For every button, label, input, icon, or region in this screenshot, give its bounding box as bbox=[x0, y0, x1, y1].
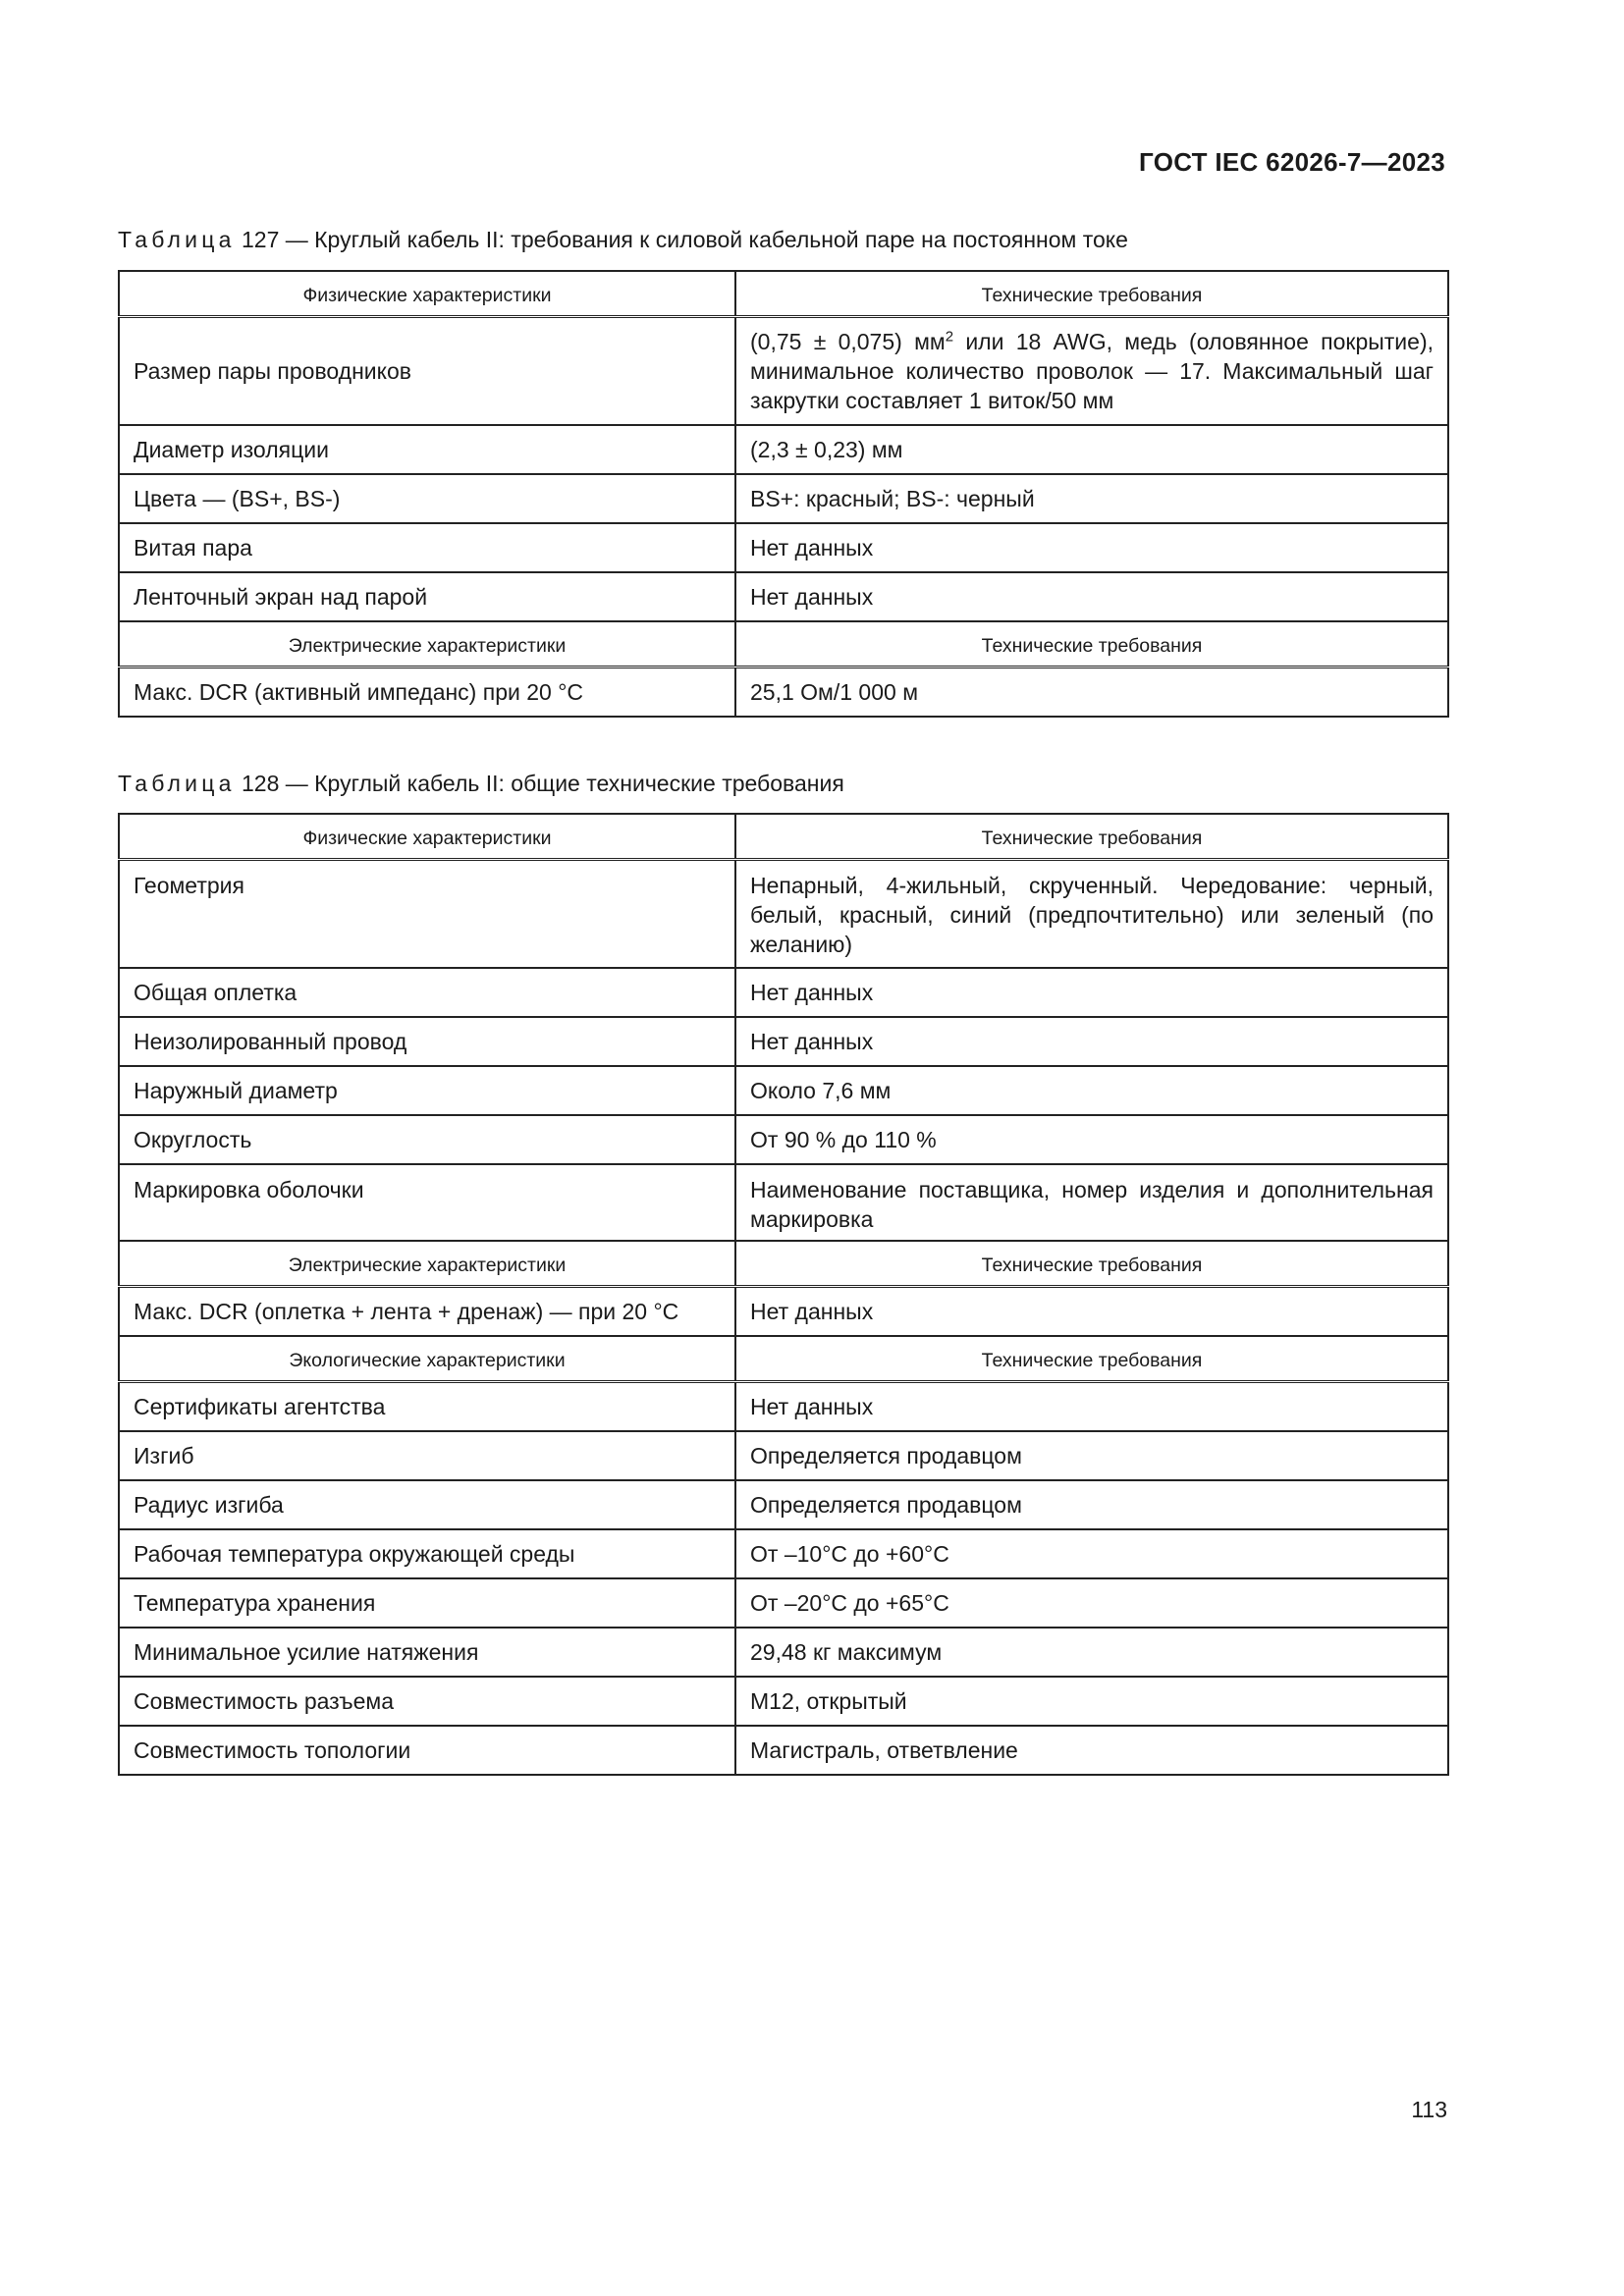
table-row bbox=[119, 1066, 1448, 1115]
row-value: Нет данных bbox=[735, 1381, 1448, 1431]
row-value: Нет данных bbox=[735, 572, 1448, 621]
table-row bbox=[119, 1017, 1448, 1066]
electrical-characteristics-header: Электрические характеристики bbox=[119, 1241, 735, 1287]
row-label: Совместимость топологии bbox=[119, 1726, 735, 1775]
table-row bbox=[119, 317, 1448, 425]
row-label: Ленточный экран над парой bbox=[119, 572, 735, 621]
table-128-caption-text: 128 — Круглый кабель II: общие технические требования bbox=[235, 771, 844, 796]
superscript: 2 bbox=[945, 328, 954, 346]
table-127-caption-text: 127 — Круглый кабель II: требования к силовой кабельной паре на постоянном токе bbox=[235, 227, 1128, 252]
table-127-caption-prefix: Таблица bbox=[118, 227, 236, 252]
row-value: M12, открытый bbox=[735, 1677, 1448, 1726]
table-row bbox=[119, 968, 1448, 1017]
table-row bbox=[119, 1480, 1448, 1529]
table-row bbox=[119, 425, 1448, 474]
row-label: Минимальное усилие натяжения bbox=[119, 1628, 735, 1677]
row-label: Рабочая температура окружающей среды bbox=[119, 1529, 735, 1578]
row-value: От –10°C до +60°C bbox=[735, 1529, 1448, 1578]
table-127-caption bbox=[118, 227, 1128, 253]
table-127 bbox=[118, 270, 1449, 718]
row-value: Непарный, 4-жильный, скрученный. Чередование: черный, белый, красный, синий (предпочтительно) или зеленый (по желанию) bbox=[735, 860, 1448, 968]
physical-characteristics-header: Физические характеристики bbox=[119, 271, 735, 317]
table-row bbox=[119, 667, 1448, 717]
row-value: Около 7,6 мм bbox=[735, 1066, 1448, 1115]
table-row bbox=[119, 1529, 1448, 1578]
row-label: Макс. DCR (активный импеданс) при 20 °C bbox=[119, 667, 735, 717]
row-label: Макс. DCR (оплетка + лента + дренаж) — при 20 °C bbox=[119, 1286, 735, 1336]
row-label: Диаметр изоляции bbox=[119, 425, 735, 474]
row-value: Определяется продавцом bbox=[735, 1480, 1448, 1529]
row-value: (2,3 ± 0,23) мм bbox=[735, 425, 1448, 474]
conductor-size-details: или 18 AWG, медь (оловянное покрытие), минимальное количество проволок — 17. Максимальный шаг закрутки составляет 1 виток/50 мм bbox=[750, 328, 1434, 413]
table-128-caption-prefix: Таблица bbox=[118, 771, 236, 796]
row-label: Геометрия bbox=[119, 860, 735, 968]
row-label: Округлость bbox=[119, 1115, 735, 1164]
row-value: От –20°C до +65°C bbox=[735, 1578, 1448, 1628]
table-row bbox=[119, 1431, 1448, 1480]
row-label: Наружный диаметр bbox=[119, 1066, 735, 1115]
requirements-header: Технические требования bbox=[735, 1336, 1448, 1382]
page-number: 113 bbox=[1411, 2097, 1447, 2122]
table-section-header-row bbox=[119, 1336, 1448, 1382]
row-value: От 90 % до 110 % bbox=[735, 1115, 1448, 1164]
requirements-header: Технические требования bbox=[735, 271, 1448, 317]
table-header-row bbox=[119, 814, 1448, 860]
row-value: BS+: красный; BS-: черный bbox=[735, 474, 1448, 523]
table-row bbox=[119, 1628, 1448, 1677]
row-value: Наименование поставщика, номер изделия и дополнительная маркировка bbox=[735, 1164, 1448, 1241]
table-row bbox=[119, 572, 1448, 621]
row-value: 25,1 Ом/1 000 м bbox=[735, 667, 1448, 717]
table-row bbox=[119, 1726, 1448, 1775]
row-label: Совместимость разъема bbox=[119, 1677, 735, 1726]
row-label: Радиус изгиба bbox=[119, 1480, 735, 1529]
table-section-header-row bbox=[119, 621, 1448, 667]
table-row bbox=[119, 1115, 1448, 1164]
document-standard-header: ГОСТ IEC 62026-7—2023 bbox=[1139, 147, 1445, 177]
table-row bbox=[119, 860, 1448, 968]
row-value: Нет данных bbox=[735, 968, 1448, 1017]
row-label: Температура хранения bbox=[119, 1578, 735, 1628]
table-row bbox=[119, 1578, 1448, 1628]
table-section-header-row bbox=[119, 1241, 1448, 1287]
requirements-header: Технические требования bbox=[735, 814, 1448, 860]
row-label: Сертификаты агентства bbox=[119, 1381, 735, 1431]
table-row bbox=[119, 474, 1448, 523]
row-value: Нет данных bbox=[735, 1286, 1448, 1336]
conductor-size-value: (0,75 ± 0,075) мм bbox=[750, 328, 946, 354]
row-value: Магистраль, ответвление bbox=[735, 1726, 1448, 1775]
table-header-row bbox=[119, 271, 1448, 317]
row-label: Неизолированный провод bbox=[119, 1017, 735, 1066]
table-row bbox=[119, 1286, 1448, 1336]
electrical-characteristics-header: Электрические характеристики bbox=[119, 621, 735, 667]
row-label: Цвета — (BS+, BS-) bbox=[119, 474, 735, 523]
requirements-header: Технические требования bbox=[735, 621, 1448, 667]
row-value: Нет данных bbox=[735, 1017, 1448, 1066]
table-128-caption bbox=[118, 771, 844, 797]
row-value: 29,48 кг максимум bbox=[735, 1628, 1448, 1677]
table-row bbox=[119, 1164, 1448, 1241]
row-label: Изгиб bbox=[119, 1431, 735, 1480]
table-128 bbox=[118, 813, 1449, 1776]
row-label: Витая пара bbox=[119, 523, 735, 572]
row-value bbox=[735, 317, 1448, 425]
table-row bbox=[119, 1677, 1448, 1726]
row-label: Размер пары проводников bbox=[119, 317, 735, 425]
requirements-header: Технические требования bbox=[735, 1241, 1448, 1287]
physical-characteristics-header: Физические характеристики bbox=[119, 814, 735, 860]
row-value: Нет данных bbox=[735, 523, 1448, 572]
row-label: Общая оплетка bbox=[119, 968, 735, 1017]
row-label: Маркировка оболочки bbox=[119, 1164, 735, 1241]
table-row bbox=[119, 1381, 1448, 1431]
row-value: Определяется продавцом bbox=[735, 1431, 1448, 1480]
environmental-characteristics-header: Экологические характеристики bbox=[119, 1336, 735, 1382]
table-row bbox=[119, 523, 1448, 572]
